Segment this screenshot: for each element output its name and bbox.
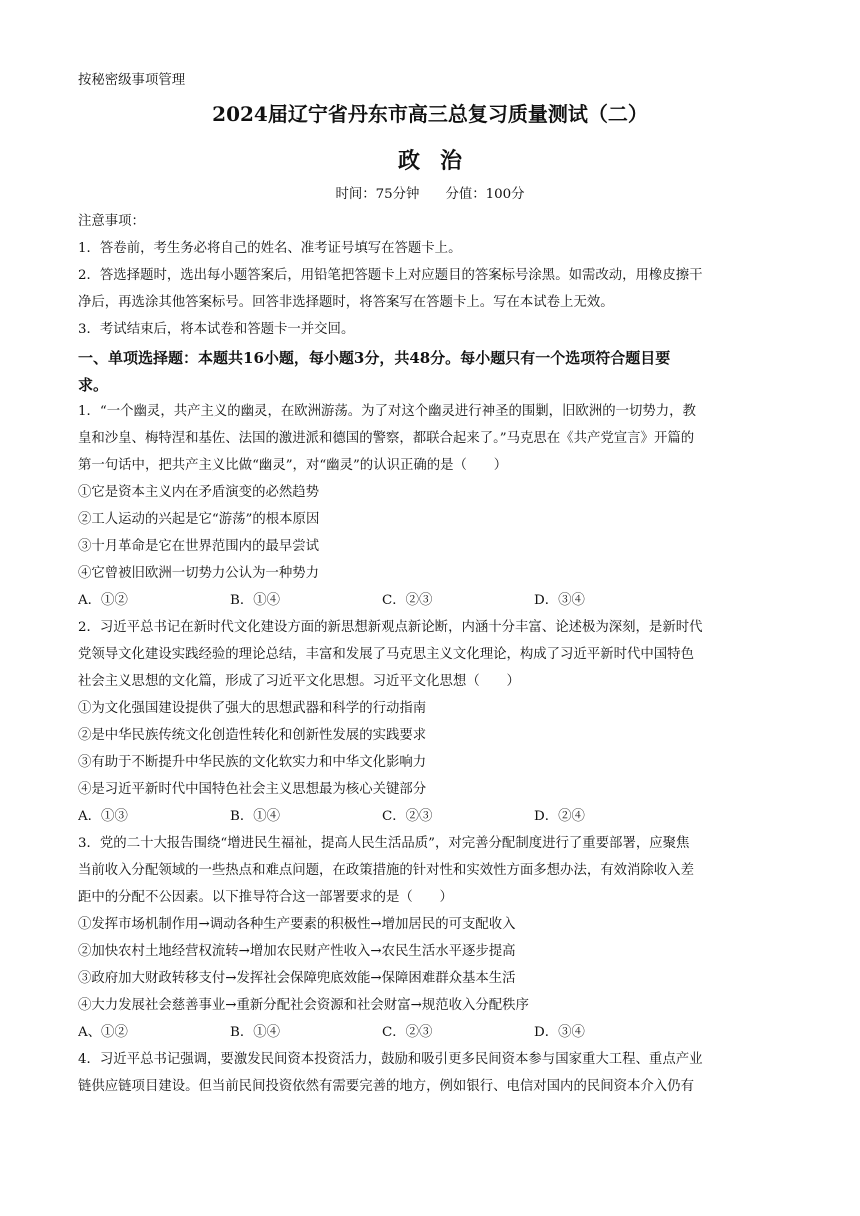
subject-title: 政治 — [397, 148, 482, 174]
question-item: ④大力发展社会慈善事业→重新分配社会资源和社会财富→规范收入分配秩序 — [78, 998, 529, 1013]
note-line: 3．考试结束后，将本试卷和答题卡一并交回。 — [78, 322, 355, 337]
time-score-info — [0, 186, 860, 204]
note-line: 1．答卷前，考生务必将自己的姓名、准考证号填写在答题卡上。 — [78, 241, 462, 256]
option-d: D．②④ — [534, 809, 585, 824]
notes-heading: 注意事项： — [78, 214, 145, 229]
option-a: A．①③ — [78, 809, 128, 824]
option-d: D．③④ — [534, 593, 585, 608]
question-item: ②是中华民族传统文化创造性转化和创新性发展的实践要求 — [78, 728, 427, 743]
question-item: ③十月革命是它在世界范围内的最早尝试 — [78, 539, 320, 554]
exam-time: 时间：75分钟 — [335, 187, 420, 202]
exam-title: 2024届辽宁省丹东市高三总复习质量测试（二） — [212, 102, 648, 126]
question-stem: 皇和沙皇、梅特涅和基佐、法国的激进派和德国的警察，都联合起来了。”马克思在《共产党宣言》开篇的 — [78, 431, 695, 446]
answer-options — [78, 592, 788, 610]
question-stem: 社会主义思想的文化篇，形成了习近平文化思想。习近平文化思想（ ） — [78, 674, 520, 689]
section-heading-cont: 求。 — [78, 376, 109, 394]
question-item: ②工人运动的兴起是它“游荡”的根本原因 — [78, 512, 320, 527]
question-stem: 3．党的二十大报告围绕“增进民生福祉，提高人民生活品质”，对完善分配制度进行了重要部署，应聚焦 — [78, 836, 690, 851]
note-line: 2．答选择题时，选出每小题答案后，用铅笔把答题卡上对应题目的答案标号涂黑。如需改动，用橡皮擦干 — [78, 268, 703, 283]
section-heading: 一、单项选择题：本题共16小题，每小题3分，共48分。每小题只有一个选项符合题目要 — [78, 349, 671, 367]
question-item: ③政府加大财政转移支付→发挥社会保障兜底效能→保障困难群众基本生活 — [78, 971, 516, 986]
question-stem: 1．“一个幽灵，共产主义的幽灵，在欧洲游荡。为了对这个幽灵进行神圣的围剿，旧欧洲的一切势力，教 — [78, 404, 696, 419]
question-item: ④是习近平新时代中国特色社会主义思想最为核心关键部分 — [78, 782, 427, 797]
answer-options — [78, 808, 788, 826]
question-stem: 链供应链项目建设。但当前民间投资依然有需要完善的地方，例如银行、电信对国内的民间资本介入仍有 — [78, 1079, 694, 1094]
question-stem: 距中的分配不公因素。以下推导符合这一部署要求的是（ ） — [78, 890, 453, 905]
option-c: C．②③ — [382, 809, 433, 824]
question-stem: 2．习近平总书记在新时代文化建设方面的新思想新观点新论断，内涵十分丰富、论述极为深刻，是新时代 — [78, 620, 703, 635]
note-line: 净后，再选涂其他答案标号。回答非选择题时，将答案写在答题卡上。写在本试卷上无效。 — [78, 295, 614, 310]
secret-mark: 按秘密级事项管理 — [78, 73, 186, 88]
question-item: ③有助于不断提升中华民族的文化软实力和中华文化影响力 — [78, 755, 427, 770]
exam-score: 分值：100分 — [445, 187, 525, 202]
question-item: ④它曾被旧欧洲一切势力公认为一种势力 — [78, 566, 320, 581]
question-stem: 第一句话中，把共产主义比做“幽灵”，对“幽灵”的认识正确的是（ ） — [78, 458, 508, 473]
question-item: ①它是资本主义内在矛盾演变的必然趋势 — [78, 485, 320, 500]
option-d: D．③④ — [534, 1025, 585, 1040]
option-b: B．①④ — [230, 593, 281, 608]
question-stem: 4．习近平总书记强调，要激发民间资本投资活力，鼓励和吸引更多民间资本参与国家重大工程、重点产业 — [78, 1052, 703, 1067]
option-c: C．②③ — [382, 1025, 433, 1040]
option-a: A．①② — [78, 593, 128, 608]
question-item: ①为文化强国建设提供了强大的思想武器和科学的行动指南 — [78, 701, 427, 716]
option-c: C．②③ — [382, 593, 433, 608]
answer-options — [78, 1024, 788, 1042]
option-a: A、①② — [78, 1025, 128, 1040]
option-b: B．①④ — [230, 809, 281, 824]
question-stem: 党领导文化建设实践经验的理论总结，丰富和发展了马克思主义文化理论，构成了习近平新时代中国特色 — [78, 647, 694, 662]
question-item: ②加快农村土地经营权流转→增加农民财产性收入→农民生活水平逐步提高 — [78, 944, 516, 959]
question-stem: 当前收入分配领域的一些热点和难点问题，在政策措施的针对性和实效性方面多想办法，有效消除收入差 — [78, 863, 694, 878]
question-item: ①发挥市场机制作用→调动各种生产要素的积极性→增加居民的可支配收入 — [78, 917, 516, 932]
option-b: B．①④ — [230, 1025, 281, 1040]
